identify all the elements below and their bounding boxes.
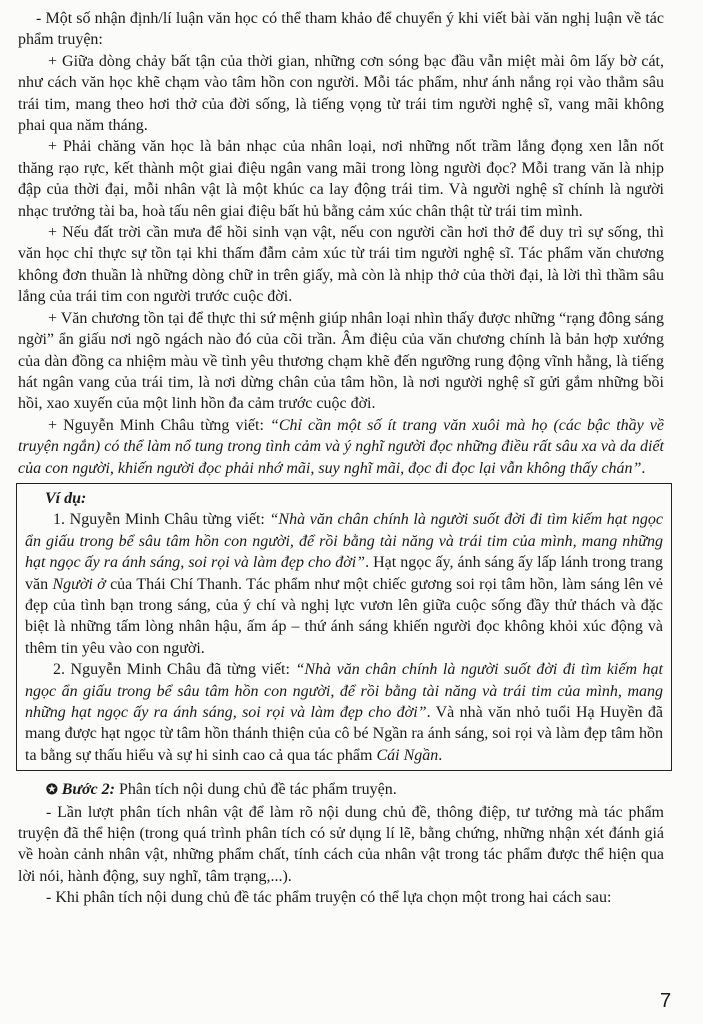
page-number: 7 [660,990,672,1012]
example-text: của Thái Chí Thanh. Tác phẩm như một chiếc gương soi rọi tâm hồn, làm sáng lên vẻ đẹp của tình bạn trong sáng, của ý chí và nghị lực vươn lên giữa cuộc sống đầy thử thách và đặc biệt là những tấm lòng nhân hậu, ấm áp – thứ ánh sáng khiến người đọc không khỏi xúc động và thêm tin yêu vào con người. [25,575,664,657]
quote-suffix: . [641,459,646,477]
example-prefix: 1. Nguyễn Minh Châu từng viết: [53,511,270,529]
star-circle-icon: ✪ [46,783,58,799]
step-point: - Lần lượt phân tích nhân vật để làm rõ nội dung chủ đề, thông điệp, tư tưởng mà tác phẩm truyện đã thể hiện (trong quá trình phân tích có sử dụng lí lẽ, bằng chứng, những nhận xét đánh giá về hoàn cảnh nhân vật, những phẩm chất, tính cách của nhân vật trong tác phẩm được thể hiện qua lời nói, hành động, suy nghĩ, tâm trạng,...). [18,803,664,885]
work-title: Cái Ngần [376,746,439,764]
quote-prefix: + Nguyễn Minh Châu từng viết: [48,416,270,434]
step-title: Phân tích nội dung chủ đề tác phẩm truyện. [115,781,397,799]
step-label: Bước 2: [61,781,116,799]
document-page [18,8,664,909]
example-text: . Và nhà văn nhỏ tuổi Hạ Huyền đã mang được hạt ngọc từ tâm hồn thánh thiện của cô bé Ngần ra ánh sáng, soi rọi và làm đẹp tâm hồn ta bằng sự thấu hiểu và sự hi sinh cao cả qua tác phẩm [25,704,664,764]
work-title: Người ở [52,575,106,593]
quote-paragraph: + Nếu đất trời cần mưa để hồi sinh vạn vật, nếu con người cần hơi thở để duy trì sự sống, thì văn học chỉ thực sự tồn tại khi thấm đẫm cảm xúc từ trái tim người nghệ sĩ. Tác phẩm văn chương không đơn thuần là những dòng chữ in trên giấy, mà còn là nhịp thở của thời đại, là lời thì thầm sâu lắng của trái tim con người trước cuộc đời. [18,224,664,306]
quote-paragraph: + Phải chăng văn học là bản nhạc của nhân loại, nơi những nốt trầm lắng đọng xen lẫn nốt thăng rạo rực, kết thành một giai điệu ngân vang mãi trong lòng người đọc? Mỗi trang văn là nhịp đập của thời đại, mỗi nhân vật là một khúc ca lay động trái tim. Và người nghệ sĩ chính là người nhạc trưởng tài ba, hoà tấu nên giai điệu bất hủ bằng cảm xúc chân thật từ trái tim mình. [18,138,664,220]
step-2-heading [18,779,664,801]
example-quote: “Nhà văn chân chính là người suốt đời đi tìm kiếm hạt ngọc ẩn giấu trong bể sâu tâm hồn con người, để rồi bằng tài năng và trái tim của mình, mang những hạt ngọc ấy ra ánh sáng, soi rọi và làm đẹp cho đời” [25,661,663,721]
nmc-quote-paragraph [18,415,664,479]
example-box [16,483,672,771]
example-item-2 [25,659,663,766]
example-text: . Hạt ngọc ấy, ánh sáng ấy lấp lánh trong trang văn [25,554,663,593]
intro-paragraph: - Một số nhận định/lí luận văn học có thể tham khảo để chuyển ý khi viết bài văn nghị luận về tác phẩm truyện: [18,10,664,49]
example-label: Ví dụ: [45,489,87,507]
quote-paragraph: + Giữa dòng chảy bất tận của thời gian, những cơn sóng bạc đầu vẫn miệt mài ôm lấy bờ cát, như cách văn học khẽ chạm vào tâm hồn con người. Mỗi tác phẩm, như ánh nắng rọi vào thẳm sâu trái tim, mang theo hơi thở của đời sống, là tiếng vọng từ trái tim người nghệ sĩ, vang mãi không phai qua năm tháng. [18,52,664,135]
example-prefix: 2. Nguyễn Minh Châu đã từng viết: [53,661,296,679]
step-point: - Khi phân tích nội dung chủ đề tác phẩm truyện có thể lựa chọn một trong hai cách sau: [46,889,612,907]
example-item-1 [25,509,663,659]
example-quote: “Nhà văn chân chính là người suốt đời đi tìm kiếm hạt ngọc ẩn giấu trong bể sâu tâm hồn con người, để rồi bằng tài năng và trái tim của mình, mang những hạt ngọc ấy ra ánh sáng, soi rọi và làm đẹp cho đời” [25,511,663,572]
quote-paragraph: + Văn chương tồn tại để thực thi sứ mệnh giúp nhân loại nhìn thấy được những “rạng đông sáng ngời” ẩn giấu nơi ngõ ngách nào đó của cõi trần. Âm điệu của văn chương chính là bản hợp xướng của dàn đồng ca nhiệm màu về tình yêu thương chạm khẽ đến ngưỡng rung động vĩnh hằng, là tiếng hát ngân vang của trái tim, là nơi dừng chân của tâm hồn, là nơi người nghệ sĩ gửi gắm những bồi hồi, xao xuyến của một linh hồn đa cảm trước cuộc đời. [18,309,665,413]
quote-text: “Chỉ cần một số ít trang văn xuôi mà họ (các bậc thầy về truyện ngắn) có thể làm nổ tung trong tình cảm và ý nghĩ người đọc những điều rất sâu xa và da diết của con người, khiến người đọc phải nhớ mãi, suy nghĩ mãi, đọc đi đọc lại vẫn không thấy chán” [18,416,664,477]
example-text: . [438,746,443,764]
